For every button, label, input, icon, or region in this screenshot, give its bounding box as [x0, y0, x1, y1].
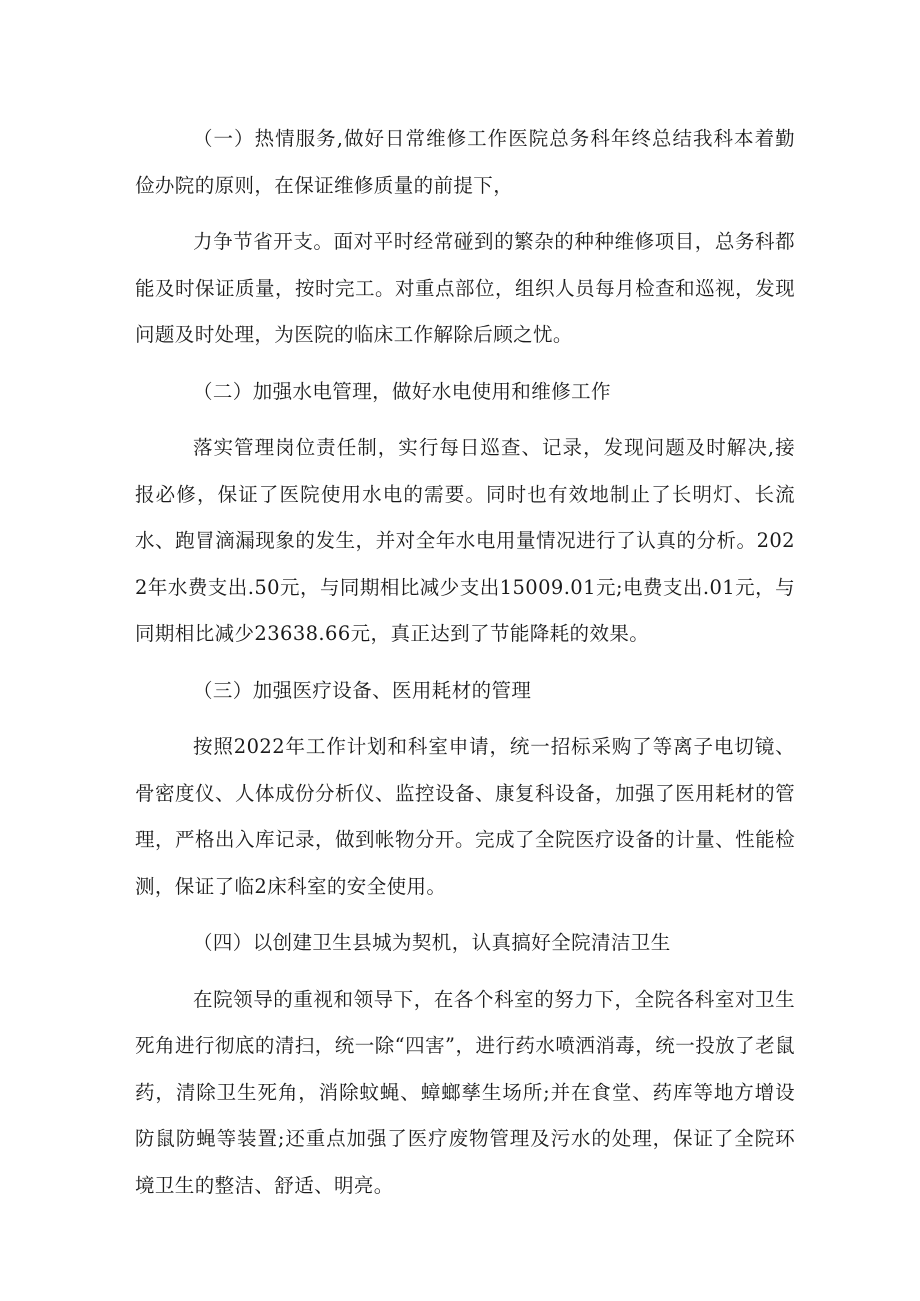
- section-1-heading-paragraph: （一）热情服务,做好日常维修工作医院总务科年终总结我科本着勤俭办院的原则，在保证维修质量的前提下，: [135, 127, 795, 197]
- section-2-body-paragraph: 落实管理岗位责任制，实行每日巡查、记录，发现问题及时解决,接报必修，保证了医院使用水电的需要。同时也有效地制止了长明灯、长流水、跑冒滴漏现象的发生，并对全年水电用量情况进行了认真的分析。2022年水费支出.50元，与同期相比减少支出15009.01元;电费支出.01元，与同期相比减少23638.66元，真正达到了节能降耗的效果。: [135, 436, 795, 645]
- document-body: [135, 116, 795, 1209]
- section-2-heading: （二）加强水电管理，做好水电使用和维修工作: [193, 379, 611, 403]
- section-1-body-paragraph: 力争节省开支。面对平时经常碰到的繁杂的种种维修项目，总务科都能及时保证质量，按时完工。对重点部位，组织人员每月检查和巡视，发现问题及时处理，为医院的临床工作解除后顾之忧。: [135, 230, 795, 346]
- section-4-heading: （四）以创建卫生县城为契机，认真搞好全院清洁卫生: [193, 931, 671, 954]
- section-3-body-paragraph: 按照2022年工作计划和科室申请，统一招标采购了等离子电切镜、骨密度仪、人体成份分析仪、监控设备、康复科设备，加强了医用耗材的管理，严格出入库记录，做到帐物分开。完成了全院医疗设备的计量、性能检测，保证了临2床科室的安全使用。: [135, 735, 795, 898]
- section-3-heading: （三）加强医疗设备、医用耗材的管理: [193, 678, 532, 702]
- section-4-body-paragraph: 在院领导的重视和领导下，在各个科室的努力下，全院各科室对卫生死角进行彻底的清扫，统一除“四害”，进行药水喷洒消毒，统一投放了老鼠药，清除卫生死角，消除蚊蝇、蟑螂孳生场所;并在食堂、药库等地方增设防鼠防蝇等装置;还重点加强了医疗废物管理及污水的处理，保证了全院环境卫生的整洁、舒适、明亮。: [135, 987, 795, 1197]
